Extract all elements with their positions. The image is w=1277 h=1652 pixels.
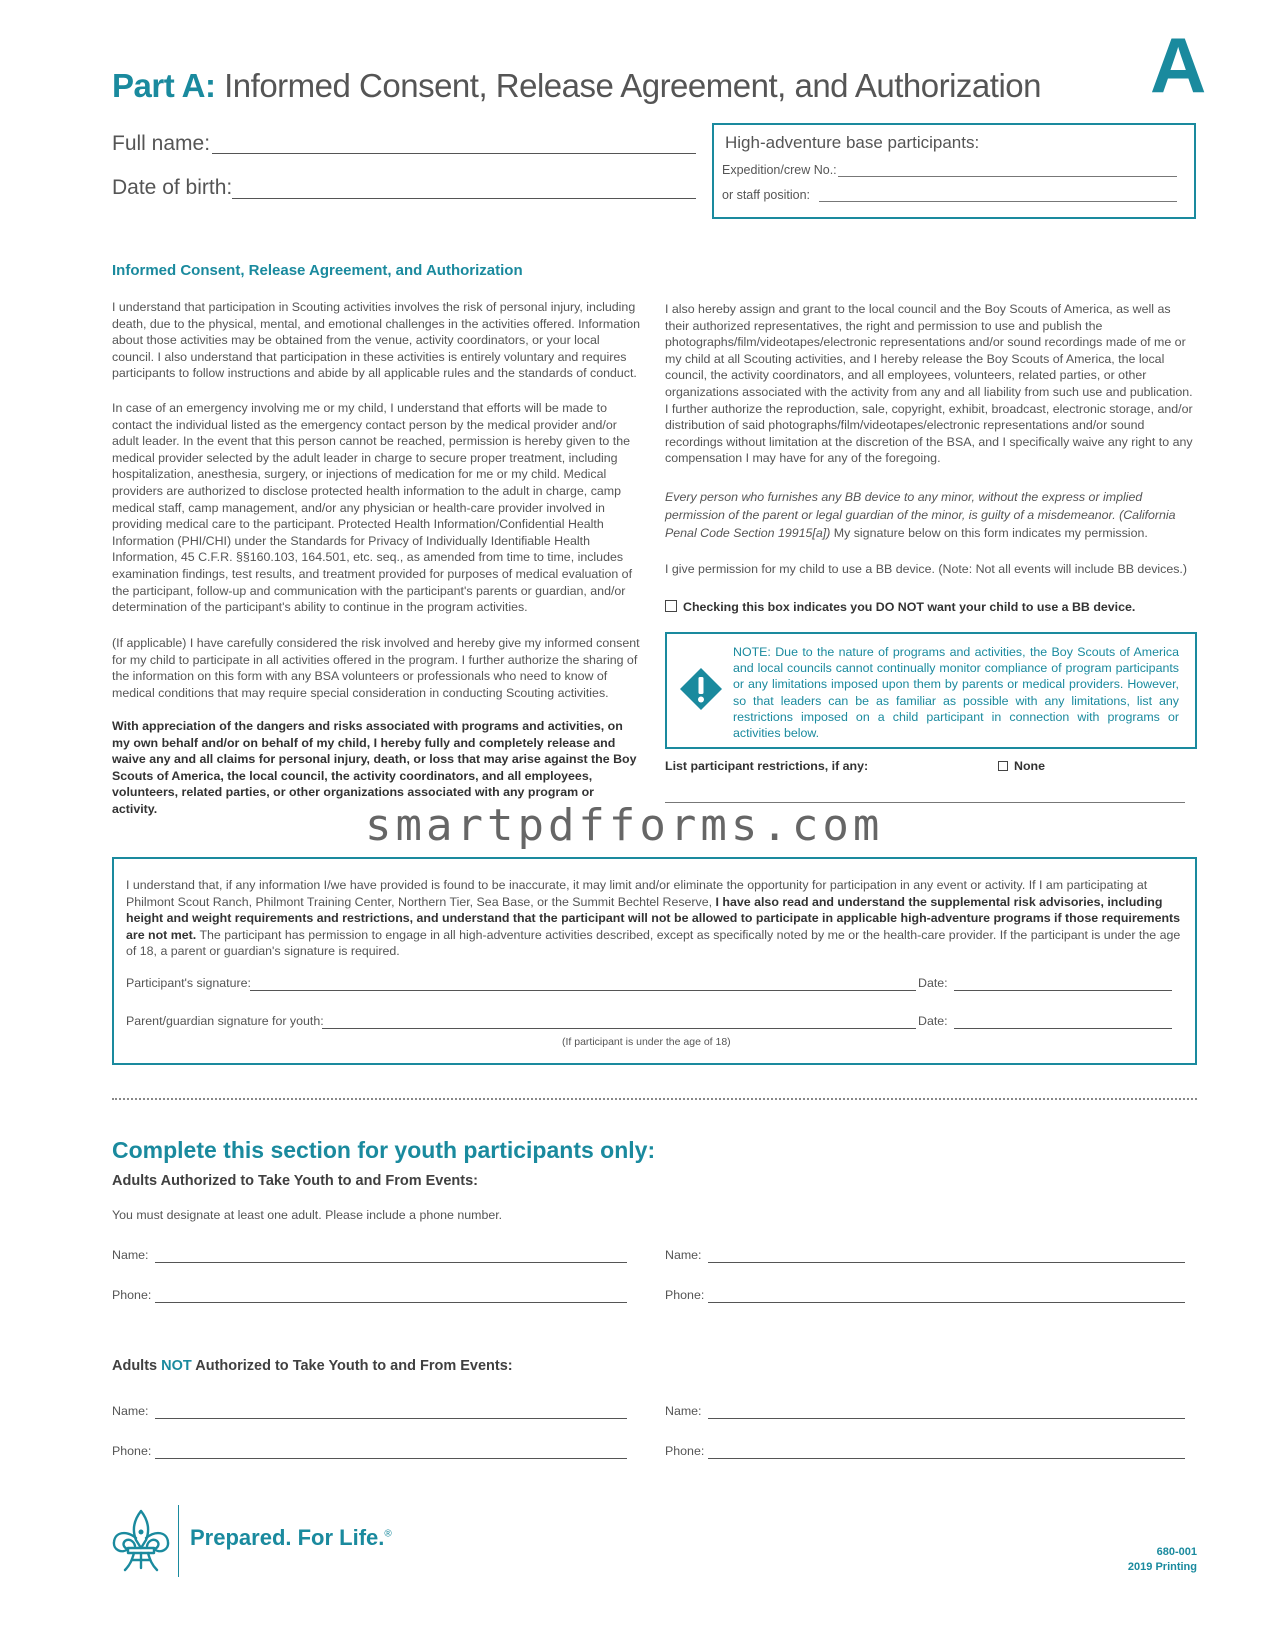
- not-authorized-phone-2-label: Phone:: [665, 1444, 705, 1458]
- statement-bold: I have also read and understand the supplemental risk advisories, including height and weight requirements and restrictions, and understand that the participant will not be allowed to participate in applicable high-adventure programs if those requirements are not met.: [126, 894, 1181, 942]
- note-box: [665, 632, 1197, 749]
- full-name-field[interactable]: [212, 153, 696, 154]
- fleur-de-lis-logo-icon: [110, 1508, 172, 1576]
- participant-signature-field[interactable]: [250, 990, 916, 991]
- form-code: [1128, 1545, 1197, 1575]
- none-option[interactable]: [998, 758, 1045, 775]
- section-heading: Informed Consent, Release Agreement, and Authorization: [112, 262, 523, 279]
- authorized-name-1-field[interactable]: [155, 1262, 627, 1263]
- warning-icon: [679, 667, 723, 711]
- consent-paragraph-1: I understand that participation in Scouting activities involves the risk of personal injury, including death, due to the physical, mental, and emotional challenges in the activities offered. Information about those activities may be obtained from the venue, activity coordinators, or your local council. I also understand that participation in these activities is entirely voluntary and requires participants to follow instructions and abide by all applicable rules and the standards of conduct.: [112, 300, 641, 381]
- authorized-heading: Adults Authorized to Take Youth to and From Events:: [112, 1173, 478, 1189]
- authorized-name-2-label: Name:: [665, 1248, 702, 1262]
- bb-opt-out-label: Checking this box indicates you DO NOT want your child to use a BB device.: [683, 600, 1136, 614]
- none-checkbox[interactable]: [998, 761, 1008, 771]
- not-authorized-name-1-label: Name:: [112, 1404, 149, 1418]
- not-authorized-name-2-field[interactable]: [708, 1418, 1185, 1419]
- participant-date-label: Date:: [918, 976, 948, 990]
- high-adventure-box: [712, 123, 1196, 219]
- restrictions-label: [665, 758, 868, 775]
- signature-statement: [126, 877, 1181, 960]
- page-title: [112, 66, 1041, 106]
- parent-date-label: Date:: [918, 1014, 948, 1028]
- authorized-phone-1-field[interactable]: [155, 1302, 627, 1303]
- bb-law-paragraph: [665, 488, 1197, 542]
- footer-divider: [178, 1505, 179, 1577]
- media-paragraph: I also hereby assign and grant to the local council and the Boy Scouts of America, as well as their authorized representatives, the right and permission to use and publish the photographs/film/videotapes/electronic representations and/or sound recordings made of me or my child at all Scouting activities, and I hereby release the Boy Scouts of America, the local council, the activity coordinators, and all employees, volunteers, related parties, or other organizations associated with the activity from any and all liability from such use and publication. I further authorize the reproduction, sale, copyright, exhibit, broadcast, electronic storage, and/or distribution of said photographs/film/videotapes/electronic representations and/or sound recordings without limitation at the discretion of the BSA, and I specifically waive any right to any compensation I may have for any of the foregoing.: [665, 302, 1193, 466]
- release-text: With appreciation of the dangers and risks associated with programs and activities, on my own behalf and/or on behalf of my child, I hereby fully and completely release and waive any and all claims for personal injury, death, or loss that may arise against the Boy Scouts of America, the local council, the activity coordinators, and all employees, volunteers, related parties, or other organizations associated with any program or activity.: [112, 719, 637, 816]
- dob-label: Date of birth:: [112, 176, 233, 199]
- youth-section-heading: Complete this section for youth participants only:: [112, 1137, 656, 1163]
- bb-opt-out-row[interactable]: [665, 599, 1197, 616]
- expedition-label: Expedition/crew No.:: [722, 163, 837, 177]
- signature-box: [112, 857, 1197, 1065]
- parent-signature-field[interactable]: [322, 1028, 916, 1029]
- consent-paragraph-2: In case of an emergency involving me or my child, I understand that efforts will be made to contact the individual listed as the emergency contact person by the medical provider and/or adult leader. In the event that this person cannot be reached, permission is hereby given to the medical provider selected by the adult leader in charge to secure proper treatment, including hospitalization, anesthesia, surgery, or injections of medication for me or my child. Medical providers are authorized to disclose protected health information to the adult in charge, camp medical staff, camp management, and/or any physician or health-care provider involved in providing medical care to the participant. Protected Health Information/Confidential Health Information (PHI/CHI) under the Standards for Privacy of Individually Identifiable Health Information, 45 C.F.R. §§160.103, 164.501, etc. seq., as amended from time to time, includes examination findings, test results, and treatment provided for purposes of medical evaluation of the participant, follow-up and communication with the participant's parents or guardian, and/or determination of the participant's ability to continue in the program activities.: [112, 401, 633, 615]
- bb-permission-text: I give permission for my child to use a BB device. (Note: Not all events will include BB devices.): [665, 562, 1188, 576]
- none-label: None: [1014, 759, 1045, 773]
- printing-year: 2019 Printing: [1127, 1561, 1197, 1573]
- form-number: 680-001: [1156, 1546, 1197, 1558]
- note-text: NOTE: Due to the nature of programs and activities, the Boy Scouts of America and local councils cannot continually monitor compliance of program participants or any limitations imposed upon them by parents or medical providers. However, so that leaders can be as familiar as possible with any limitations, list any restrictions imposed on a child participant in connection with programs or activities below.: [733, 645, 1179, 741]
- not-authorized-name-1-field[interactable]: [155, 1418, 627, 1419]
- title-part: Part A:: [112, 67, 216, 104]
- authorized-phone-1-label: Phone:: [112, 1288, 152, 1302]
- participant-signature-label: Participant's signature:: [126, 976, 251, 990]
- footer-tagline: [190, 1525, 392, 1551]
- authorized-name-1-label: Name:: [112, 1248, 149, 1262]
- not-authorized-phone-1-label: Phone:: [112, 1444, 152, 1458]
- expedition-field[interactable]: [838, 176, 1177, 177]
- consent-paragraph-3: (If applicable) I have carefully considered the risk involved and hereby give my informed consent for my child to participate in all activities offered in the program. I further authorize the sharing of the information on this form with any BSA volunteers or professionals who need to know of medical conditions that may require special consideration in conducting Scouting activities.: [112, 636, 640, 700]
- under-18-note: (If participant is under the age of 18): [562, 1036, 731, 1048]
- tagline-text: Prepared. For Life.: [190, 1525, 385, 1550]
- not-auth-post: Authorized to Take Youth to and From Events:: [191, 1358, 513, 1374]
- participant-date-field[interactable]: [954, 990, 1172, 991]
- not-authorized-phone-1-field[interactable]: [155, 1458, 627, 1459]
- statement-part-a: I understand that, if any information I/we have provided is found to be inaccurate, it may limit and/or eliminate the opportunity for participation in any event or activity. If I am participating at Philmont Scout Ranch, Philmont Training Center, Northern Tier, Sea Base, or the Summit Bechtel Reserve,: [126, 878, 1148, 909]
- authorized-name-2-field[interactable]: [708, 1262, 1185, 1263]
- statement-part-c: The participant has permission to engage in all high-adventure activities described, except as specifically noted by me or the health-care provider. If the participant is under the age of 18, a parent or guardian's signature is required.: [126, 927, 1181, 959]
- part-letter: A: [1150, 21, 1207, 109]
- authorized-phone-2-label: Phone:: [665, 1288, 705, 1302]
- parent-signature-label: Parent/guardian signature for youth:: [126, 1014, 324, 1028]
- watermark: smartpdfforms.com: [365, 800, 884, 851]
- staff-position-label: or staff position:: [722, 188, 811, 202]
- parent-date-field[interactable]: [954, 1028, 1172, 1029]
- section-divider: [112, 1098, 1197, 1100]
- bb-opt-out-checkbox[interactable]: [665, 600, 677, 612]
- registered-mark: ®: [384, 1528, 392, 1540]
- title-text: Informed Consent, Release Agreement, and Authorization: [215, 67, 1041, 104]
- bb-law-rest: My signature below on this form indicates my permission.: [830, 526, 1148, 540]
- not-authorized-heading: [112, 1358, 513, 1374]
- bb-law-italic: Every person who furnishes any BB device to any minor, without the express or implied permission of the parent or legal guardian of the minor, is guilty of a misdemeanor. (California Penal Code Section 19915[a]): [665, 490, 1176, 540]
- not-authorized-phone-2-field[interactable]: [708, 1458, 1185, 1459]
- dob-field[interactable]: [232, 198, 696, 199]
- high-adventure-title: High-adventure base participants:: [725, 133, 980, 152]
- authorized-phone-2-field[interactable]: [708, 1302, 1185, 1303]
- full-name-label: Full name:: [112, 132, 211, 155]
- staff-position-field[interactable]: [819, 201, 1177, 202]
- not-auth-emphasis: NOT: [161, 1358, 192, 1374]
- not-auth-pre: Adults: [112, 1358, 162, 1374]
- designate-note: You must designate at least one adult. Please include a phone number.: [112, 1208, 503, 1222]
- restrictions-label-text: List participant restrictions, if any:: [665, 759, 869, 773]
- not-authorized-name-2-label: Name:: [665, 1404, 702, 1418]
